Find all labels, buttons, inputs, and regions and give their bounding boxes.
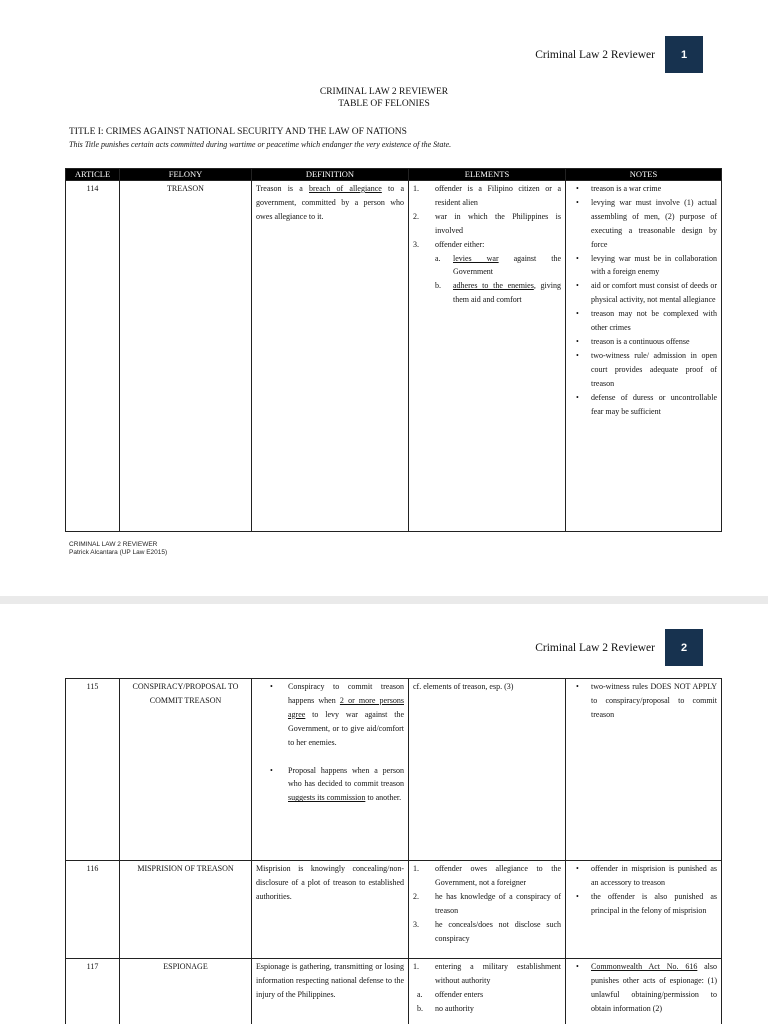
elements-cell: cf. elements of treason, esp. (3) bbox=[409, 679, 566, 861]
notes-cell bbox=[566, 861, 722, 959]
table-row bbox=[66, 959, 722, 1024]
column-header-definition: DEFINITION bbox=[252, 169, 409, 181]
page-footer bbox=[69, 541, 167, 557]
list-item: • treason may not be complexed with other crimes bbox=[570, 307, 717, 335]
list-item: 1. offender owes allegiance to the Government, not a foreigner bbox=[413, 862, 561, 890]
felony-cell: MISPRISION OF TREASON bbox=[120, 861, 252, 959]
list-item: • two-witness rules DOES NOT APPLY to conspiracy/proposal to commit treason bbox=[570, 680, 717, 722]
elements-cell bbox=[409, 861, 566, 959]
article-cell: 117 bbox=[66, 959, 120, 1024]
article-cell: 114 bbox=[66, 181, 120, 532]
table-row bbox=[66, 679, 722, 861]
footer-line2: Patrick Alcantara (UP Law E2015) bbox=[69, 549, 168, 556]
document-title-line1: CRIMINAL LAW 2 REVIEWER bbox=[319, 87, 449, 97]
felony-cell: CONSPIRACY/PROPOSAL TO COMMIT TREASON bbox=[120, 679, 252, 861]
felony-cell: TREASON bbox=[120, 181, 252, 532]
list-item: 3. offender either: a. levies war against the Government b. adheres to the enemies, giving them aid and comfort bbox=[413, 238, 561, 308]
footer-line1: CRIMINAL LAW 2 REVIEWER bbox=[69, 541, 158, 548]
document-title bbox=[0, 86, 768, 110]
page-number-badge: 1 bbox=[665, 36, 703, 73]
definition-cell: Espionage is gathering, transmitting or losing information respecting national defense to the injury of the Philippines. bbox=[252, 959, 409, 1024]
list-item: • treason is a continuous offense bbox=[570, 335, 717, 349]
notes-cell bbox=[566, 679, 722, 861]
list-item: • Commonwealth Act No. 616 also punishes other acts of espionage: (1) unlawful obtaining/permission to obtain information (2) bbox=[570, 960, 717, 1016]
section-subtitle: This Title punishes certain acts committed during wartime or peacetime which endanger the very existence of the State. bbox=[69, 140, 452, 149]
felonies-table bbox=[65, 168, 722, 532]
definition-cell: Treason is a breach of allegiance to a government, committed by a person who owes allegiance to it. bbox=[252, 181, 409, 532]
list-item: 1. offender is a Filipino citizen or a resident alien bbox=[413, 182, 561, 210]
list-item: 2. war in which the Philippines is involved bbox=[413, 210, 561, 238]
page-header bbox=[535, 36, 703, 73]
notes-cell bbox=[566, 959, 722, 1024]
list-item: • aid or comfort must consist of deeds or physical activity, not mental allegiance bbox=[570, 279, 717, 307]
article-cell: 116 bbox=[66, 861, 120, 959]
section-title: TITLE I: CRIMES AGAINST NATIONAL SECURITY AND THE LAW OF NATIONS bbox=[69, 127, 407, 137]
list-item: • offender in misprision is punished as an accessory to treason bbox=[570, 862, 717, 890]
list-item: b. adheres to the enemies, giving them aid and comfort bbox=[435, 279, 561, 307]
list-item: • treason is a war crime bbox=[570, 182, 717, 196]
list-item: • levying war must be in collaboration with a foreign enemy bbox=[570, 252, 717, 280]
page-header bbox=[535, 629, 703, 666]
header-title: Criminal Law 2 Reviewer bbox=[535, 48, 655, 61]
list-item: 3. he conceals/does not disclose such conspiracy bbox=[413, 918, 561, 946]
list-item: 1. entering a military establishment without authority a. offender enters b. no authority bbox=[413, 960, 561, 1016]
list-item: 2. he has knowledge of a conspiracy of treason bbox=[413, 890, 561, 918]
table-header-row bbox=[66, 169, 722, 181]
page-number-badge: 2 bbox=[665, 629, 703, 666]
header-title: Criminal Law 2 Reviewer bbox=[535, 641, 655, 654]
list-item: • two-witness rule/ admission in open court provides adequate proof of treason bbox=[570, 349, 717, 391]
table-row bbox=[66, 861, 722, 959]
list-item: b. no authority bbox=[417, 1002, 561, 1016]
definition-cell: Misprision is knowingly concealing/non-disclosure of a plot of treason to established authorities. bbox=[252, 861, 409, 959]
list-item: • Proposal happens when a person who has decided to commit treason suggests its commission to another. bbox=[256, 764, 404, 806]
elements-cell bbox=[409, 959, 566, 1024]
article-cell: 115 bbox=[66, 679, 120, 861]
notes-cell bbox=[566, 181, 722, 532]
column-header-article: ARTICLE bbox=[66, 169, 120, 181]
definition-cell bbox=[252, 679, 409, 861]
column-header-notes: NOTES bbox=[566, 169, 722, 181]
elements-cell bbox=[409, 181, 566, 532]
list-item: • the offender is also punished as principal in the felony of misprision bbox=[570, 890, 717, 918]
column-header-elements: ELEMENTS bbox=[409, 169, 566, 181]
list-item: • defense of duress or uncontrollable fear may be sufficient bbox=[570, 391, 717, 419]
felonies-table-continued bbox=[65, 678, 722, 1024]
table-row bbox=[66, 181, 722, 532]
column-header-felony: FELONY bbox=[120, 169, 252, 181]
list-item: a. levies war against the Government bbox=[435, 252, 561, 280]
felony-cell: ESPIONAGE bbox=[120, 959, 252, 1024]
list-item: • levying war must involve (1) actual assembling of men, (2) purpose of executing a treasonable design by force bbox=[570, 196, 717, 252]
page-2 bbox=[0, 604, 768, 1024]
list-item: a. offender enters bbox=[417, 988, 561, 1002]
document-title-line2: TABLE OF FELONIES bbox=[338, 99, 430, 109]
list-item: • Conspiracy to commit treason happens when 2 or more persons agree to levy war against the Government, or to give aid/comfort to her enemies. bbox=[256, 680, 404, 750]
